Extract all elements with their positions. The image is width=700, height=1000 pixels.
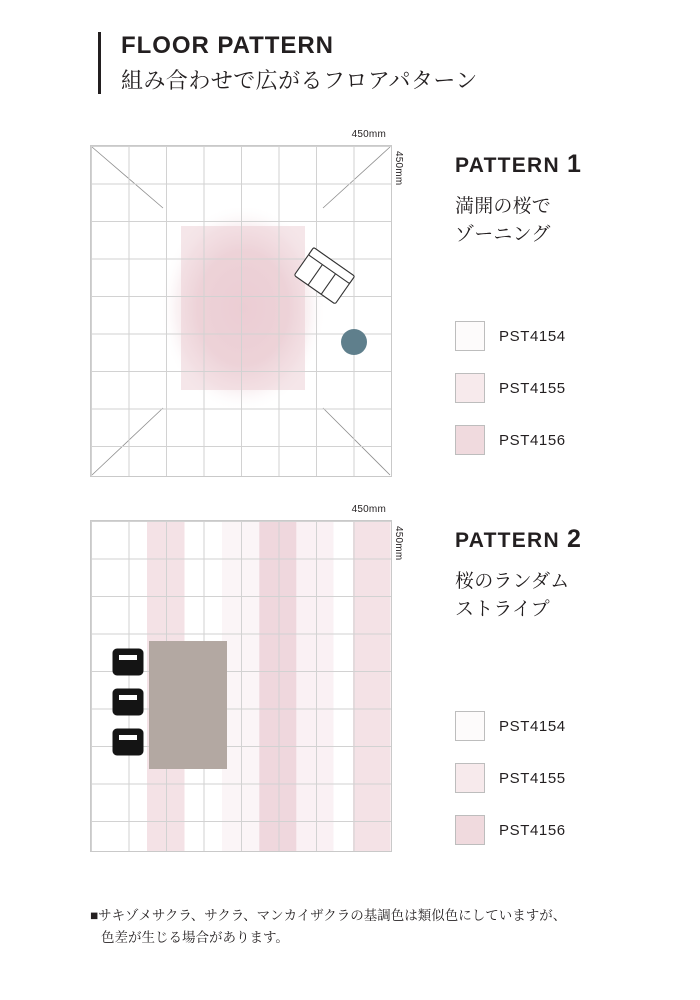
- meeting-table-icon: [149, 641, 227, 769]
- pattern-1-title-number: 1: [566, 150, 583, 178]
- pattern-2-description: [455, 568, 685, 623]
- pattern-1-description: [455, 193, 685, 248]
- legend-code: PST4154: [499, 717, 566, 735]
- pattern-2-legend: [455, 700, 685, 856]
- swatch-pst4154: [455, 711, 485, 741]
- pattern-2-desc-line2: ストライプ: [455, 598, 550, 620]
- page-title: FLOOR PATTERN: [121, 32, 334, 59]
- pattern-1-info: [455, 150, 685, 248]
- dimension-right-2: 450mm: [393, 526, 404, 561]
- dimension-right-1: 450mm: [393, 151, 404, 186]
- footnote-line1: ■サキゾメサクラ、サクラ、マンカイザクラの基調色は類似色にしていますが、: [90, 908, 567, 923]
- pattern-1-desc-line1: 満開の桜で: [455, 196, 551, 217]
- legend-item: [455, 804, 685, 856]
- legend-code: PST4155: [499, 769, 566, 787]
- swatch-pst4156: [455, 425, 485, 455]
- pattern-1-desc-line2: ゾーニング: [455, 223, 551, 245]
- floorplan-1: [90, 145, 392, 477]
- pattern-2-title-prefix: PATTERN: [455, 529, 560, 552]
- pattern-2-info: [455, 525, 685, 623]
- floorplan-2-wrapper: [90, 504, 404, 850]
- legend-code: PST4156: [499, 431, 566, 449]
- page-subtitle: 組み合わせで広がるフロアパターン: [121, 67, 478, 93]
- legend-code: PST4154: [499, 327, 566, 345]
- legend-item: [455, 414, 685, 466]
- floorplan-1-wrapper: [90, 129, 404, 475]
- legend-item: [455, 310, 685, 362]
- pattern-2-desc-line1: 桜のランダム: [455, 571, 570, 592]
- legend-code: PST4155: [499, 379, 566, 397]
- legend-item: [455, 752, 685, 804]
- pattern-1-title-prefix: PATTERN: [455, 154, 560, 177]
- legend-item: [455, 700, 685, 752]
- floorplan-2: [90, 520, 392, 852]
- dimension-top-1: 450mm: [351, 129, 386, 140]
- pattern-2-title-number: 2: [566, 525, 583, 553]
- swatch-pst4156: [455, 815, 485, 845]
- swatch-pst4155: [455, 763, 485, 793]
- swatch-pst4155: [455, 373, 485, 403]
- footnote: [90, 905, 635, 948]
- pattern-1-legend: [455, 310, 685, 466]
- page-header: [98, 32, 641, 94]
- sofa-icon: [283, 236, 363, 316]
- round-table-icon: [341, 329, 367, 355]
- swatch-pst4154: [455, 321, 485, 351]
- chairs-icon: [107, 645, 153, 769]
- pattern-2-title: [455, 525, 685, 554]
- legend-item: [455, 362, 685, 414]
- legend-code: PST4156: [499, 821, 566, 839]
- pattern-1-title: [455, 150, 685, 179]
- dimension-top-2: 450mm: [351, 504, 386, 515]
- footnote-line2: 色差が生じる場合があります。: [101, 929, 289, 945]
